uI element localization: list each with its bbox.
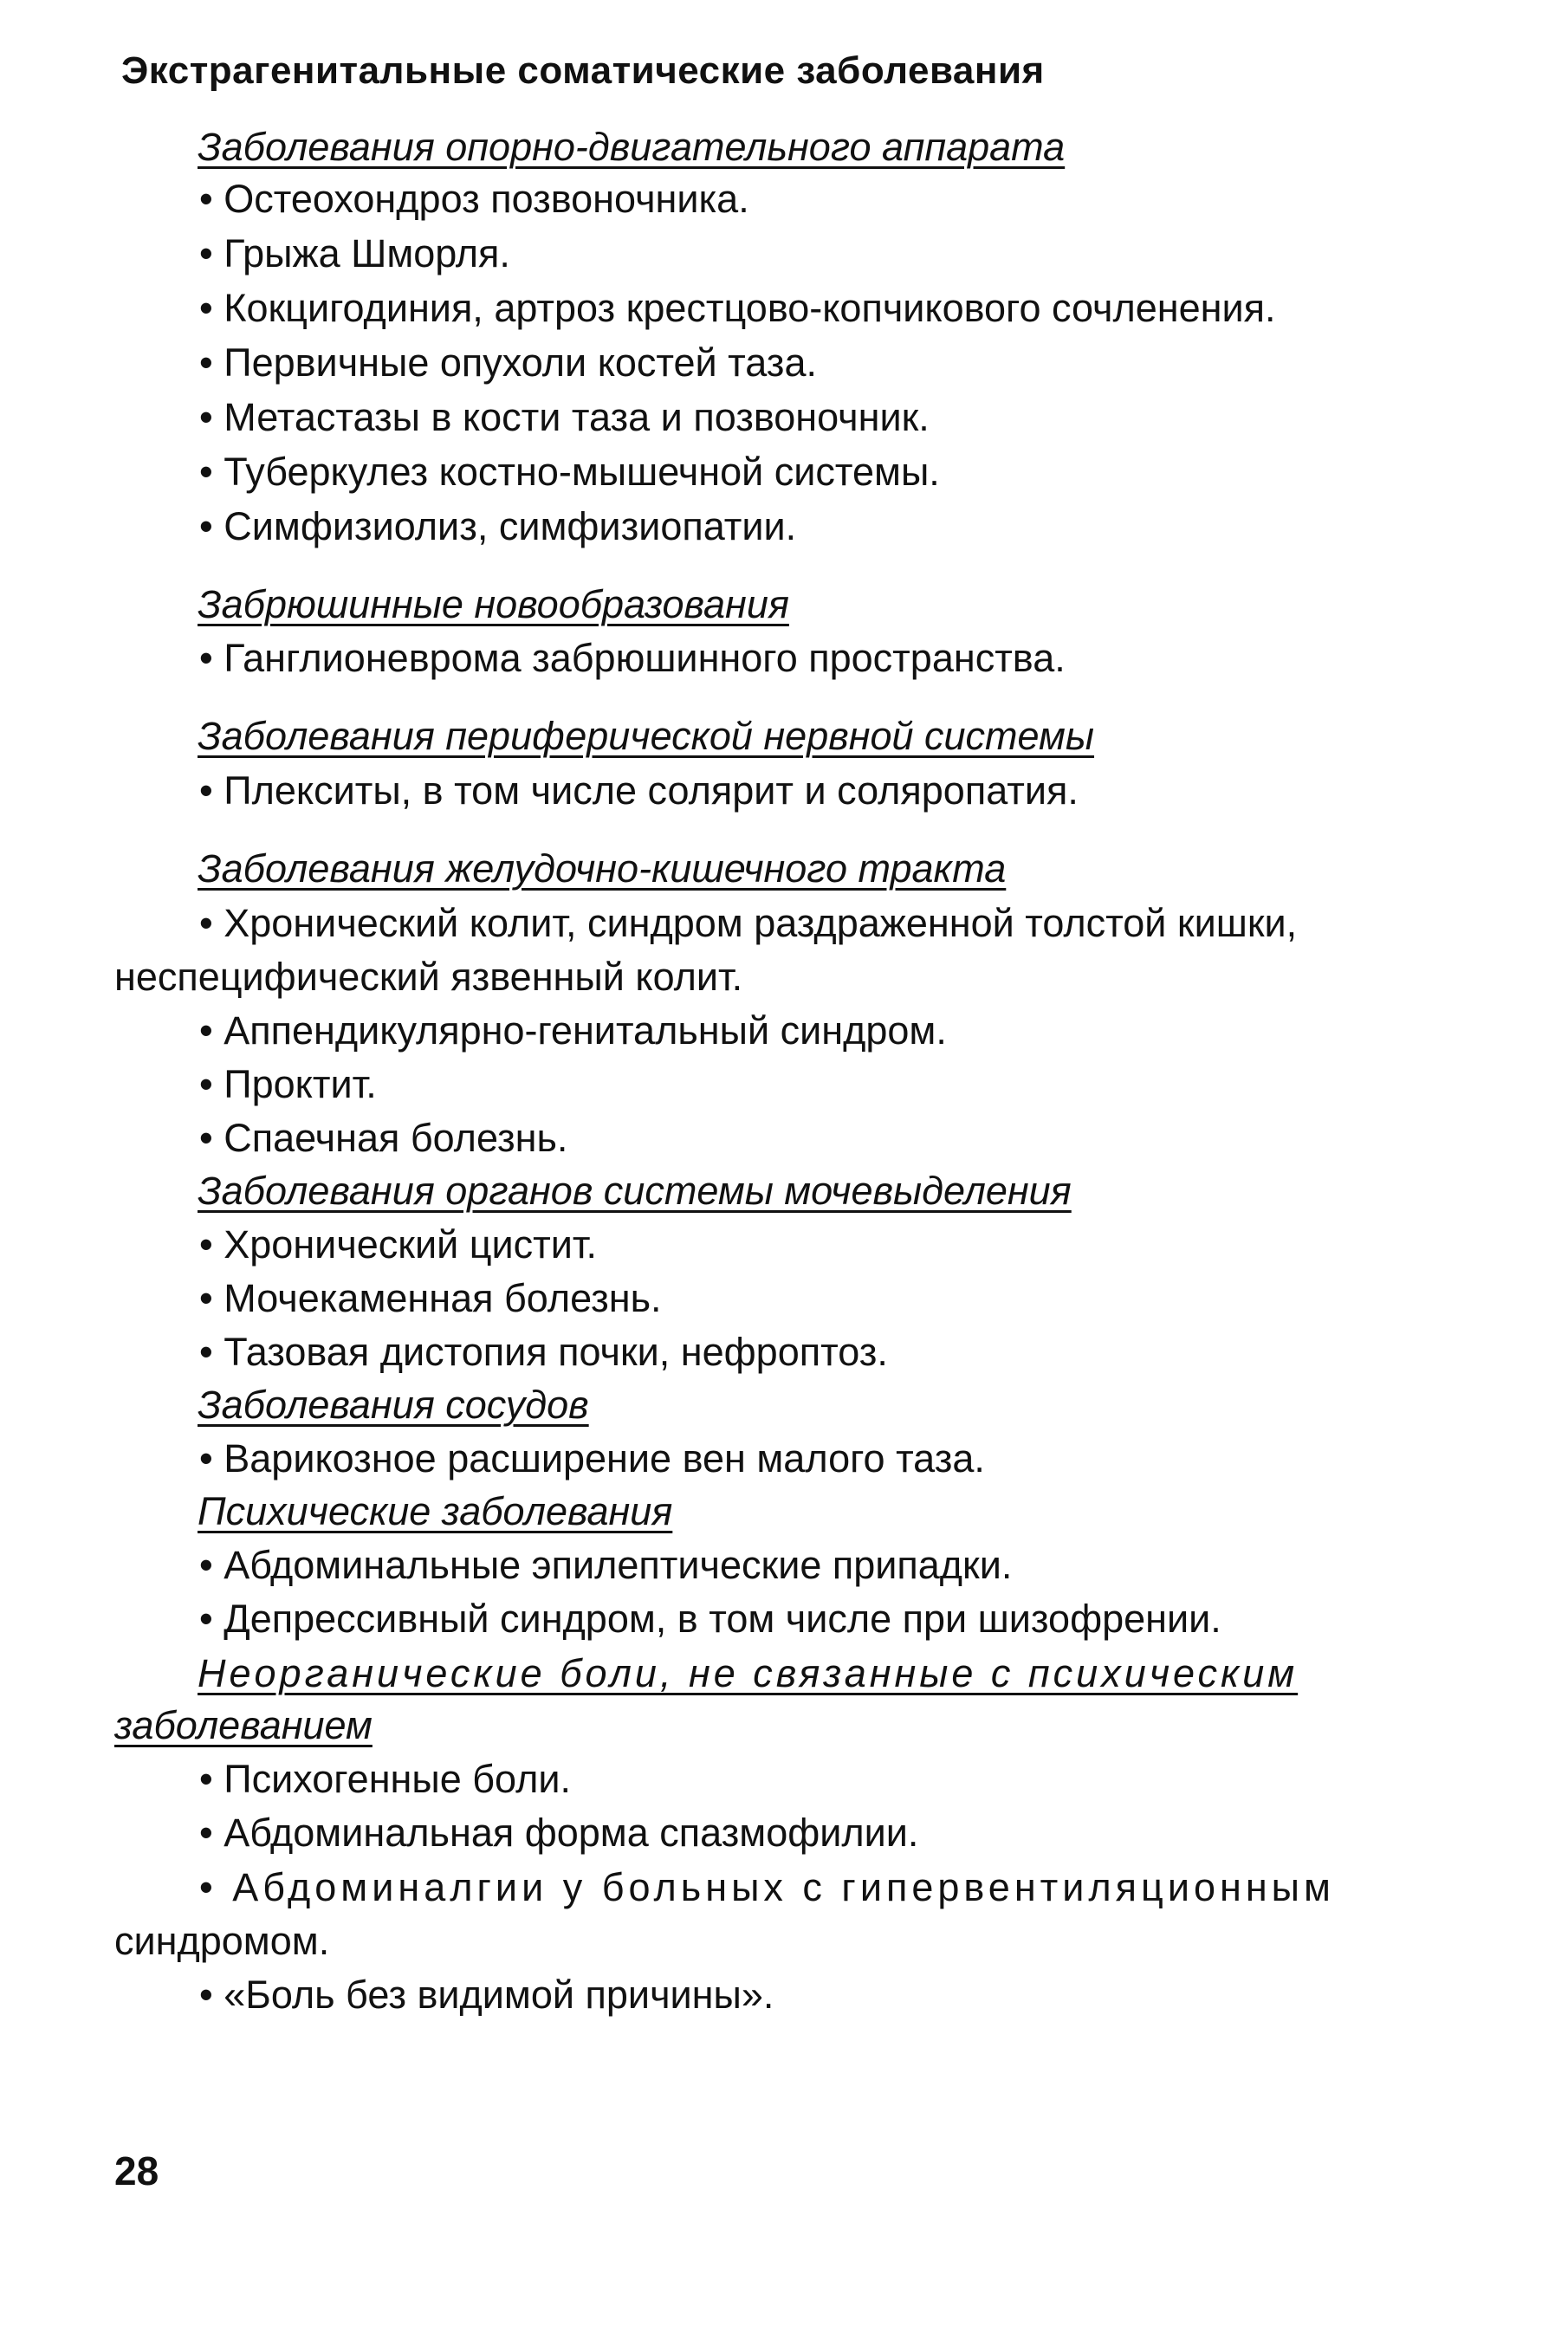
list-item: • Хронический колит, синдром раздраженной толстой кишки, <box>199 901 1298 945</box>
section-heading-musculoskeletal: Заболевания опорно-двигательного аппарата <box>198 125 1066 169</box>
list-item: • «Боль без видимой причины». <box>199 1973 774 2017</box>
list-item: • Хронический цистит. <box>199 1222 598 1267</box>
list-item: • Первичные опухоли костей таза. <box>199 340 817 385</box>
section-heading-peripheral-nervous: Заболевания периферической нервной системы <box>198 714 1095 758</box>
list-item: • Симфизиолиз, симфизиопатии. <box>199 504 797 548</box>
list-item: • Остеохондроз позвоночника. <box>199 177 749 221</box>
list-item: • Метастазы в кости таза и позвоночник. <box>199 395 930 439</box>
list-item: • Туберкулез костно-мышечной системы. <box>199 450 940 494</box>
list-item: • Проктит. <box>199 1062 377 1106</box>
section-heading-urinary: Заболевания органов системы мочевыделения <box>198 1169 1072 1213</box>
section-heading-nonorganic-pain: Неорганические боли, не связанные с психическим <box>198 1651 1299 1695</box>
section-heading-psychiatric: Психические заболевания <box>198 1489 673 1533</box>
list-item: • Спаечная болезнь. <box>199 1116 568 1160</box>
section-heading-vascular: Заболевания сосудов <box>198 1383 589 1427</box>
list-item: • Абдоминалгии у больных с гипервентиляционным <box>199 1865 1335 1909</box>
page-title: Экстрагенитальные соматические заболевания <box>121 49 1045 92</box>
list-item: • Варикозное расширение вен малого таза. <box>199 1436 985 1481</box>
list-item: • Плекситы, в том числе солярит и соляропатия. <box>199 768 1079 813</box>
section-heading-nonorganic-pain-cont: заболеванием <box>114 1703 373 1747</box>
list-item: • Психогенные боли. <box>199 1757 571 1801</box>
list-item: • Абдоминальные эпилептические припадки. <box>199 1543 1013 1587</box>
list-item: • Аппендикулярно-генитальный синдром. <box>199 1008 947 1053</box>
list-item: • Мочекаменная болезнь. <box>199 1276 662 1320</box>
list-item: • Грыжа Шморля. <box>199 231 510 275</box>
section-heading-retroperitoneal: Забрюшинные новообразования <box>198 582 789 626</box>
page-number: 28 <box>114 2148 159 2193</box>
list-item: • Ганглионеврома забрюшинного пространства. <box>199 636 1066 680</box>
list-item-continuation: неспецифический язвенный колит. <box>114 955 743 999</box>
list-item: • Абдоминальная форма спазмофилии. <box>199 1811 919 1855</box>
list-item-continuation: синдромом. <box>114 1919 330 1963</box>
section-heading-gastrointestinal: Заболевания желудочно-кишечного тракта <box>198 846 1007 891</box>
list-item: • Депрессивный синдром, в том числе при шизофрении. <box>199 1597 1221 1641</box>
list-item: • Тазовая дистопия почки, нефроптоз. <box>199 1330 888 1374</box>
list-item: • Кокцигодиния, артроз крестцово-копчикового сочленения. <box>199 286 1276 330</box>
